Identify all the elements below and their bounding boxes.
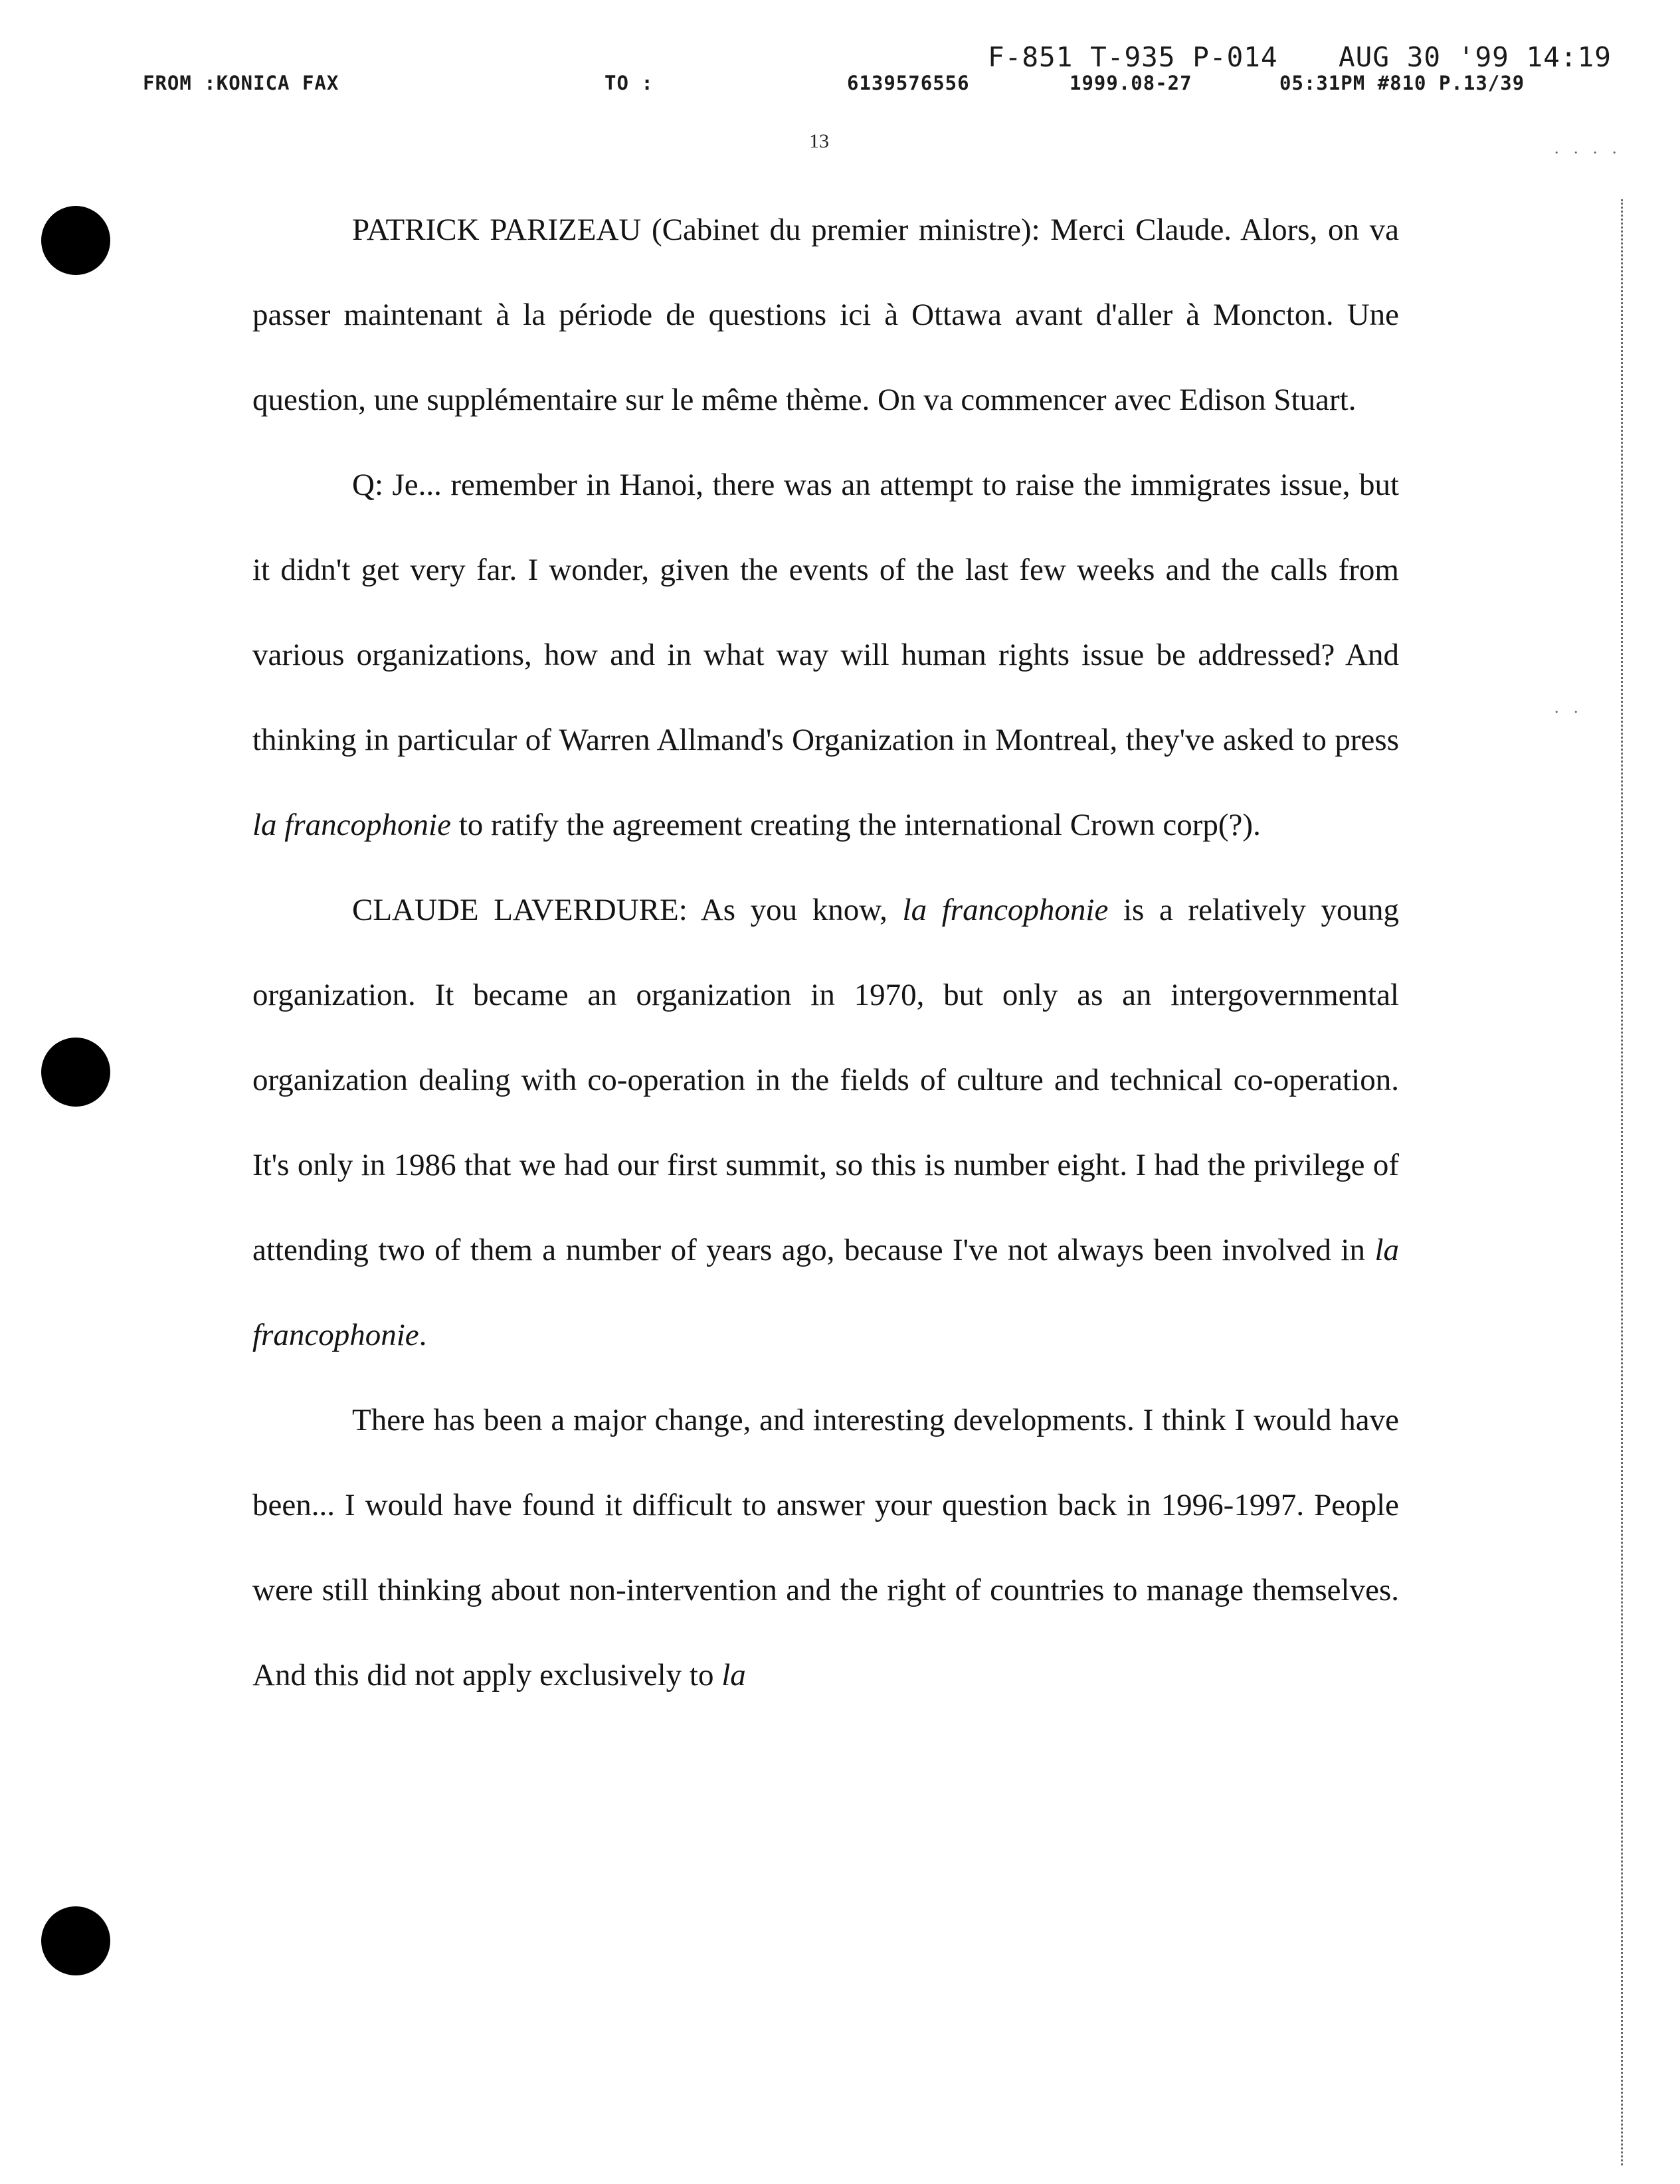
fax-header-ids: F-851 T-935 P-014 bbox=[988, 41, 1278, 73]
paragraph-major-change bbox=[252, 1378, 1399, 1718]
question-text-end: to ratify the agreement creating the international Crown corp(?). bbox=[450, 808, 1261, 842]
italic-term: la francophonie bbox=[252, 1233, 1399, 1352]
fax-header-number: 6139576556 bbox=[847, 72, 970, 94]
paragraph-parizeau: PATRICK PARIZEAU (Cabinet du premier ministre): Merci Claude. Alors, on va passer maintenant à la période de questions ici à Ottawa avant d'aller à Moncton. Une question, une supplémentaire sur le même thème. On va commencer avec Edison Stuart. bbox=[252, 213, 1399, 417]
fax-header-time-page: 05:31PM #810 P.13/39 bbox=[1279, 72, 1525, 94]
change-text: There has been a major change, and interesting developments. I think I would have been... I would have found it difficult to answer your question back in 1996-1997. People were still thinking about non-intervention and the right of countries to manage themselves. And this did not apply exclusively to bbox=[252, 1403, 1399, 1692]
transcript-body bbox=[252, 187, 1399, 1718]
laverdure-text: . bbox=[419, 1318, 427, 1352]
fax-header-datetime: AUG 30 '99 14:19 bbox=[1339, 41, 1612, 73]
scan-specks: . . . . bbox=[1554, 138, 1622, 157]
paragraph-laverdure bbox=[252, 867, 1399, 1378]
punch-hole-bottom bbox=[41, 1906, 110, 1975]
punch-hole-top bbox=[41, 206, 110, 275]
paragraph-question bbox=[252, 442, 1399, 867]
punch-hole-middle bbox=[41, 1038, 110, 1107]
laverdure-text: CLAUDE LAVERDURE: As you know, bbox=[352, 893, 903, 927]
italic-term: la bbox=[721, 1658, 746, 1692]
page-number: 13 bbox=[809, 130, 829, 152]
italic-term: la francophonie bbox=[252, 808, 451, 842]
scan-edge-line bbox=[1621, 199, 1623, 2165]
italic-term: la francophonie bbox=[902, 893, 1109, 927]
laverdure-text: is a relatively young organization. It became an organization in 1970, but only as an intergovernmental organization dealing with co-operation in the fields of culture and technical co-operation. It's only in 1986 that we had our first summit, so this is number eight. I had the privilege of attending two of them a number of years ago, because I've not always been involved in bbox=[252, 893, 1399, 1267]
fax-header-from: FROM :KONICA FAX bbox=[143, 72, 339, 94]
fax-header-to: TO : bbox=[605, 72, 654, 94]
question-text: Q: Je... remember in Hanoi, there was an attempt to raise the immigrates issue, but it didn't get very far. I wonder, given the events of the last few weeks and the calls from various organizations, how and in what way will human rights issue be addressed? And thinking in particular of Warren Allmand's Organization in Montreal, they've asked to press bbox=[252, 468, 1399, 757]
scan-specks: . . bbox=[1554, 697, 1584, 717]
fax-header-date: 1999.08-27 bbox=[1070, 72, 1192, 94]
